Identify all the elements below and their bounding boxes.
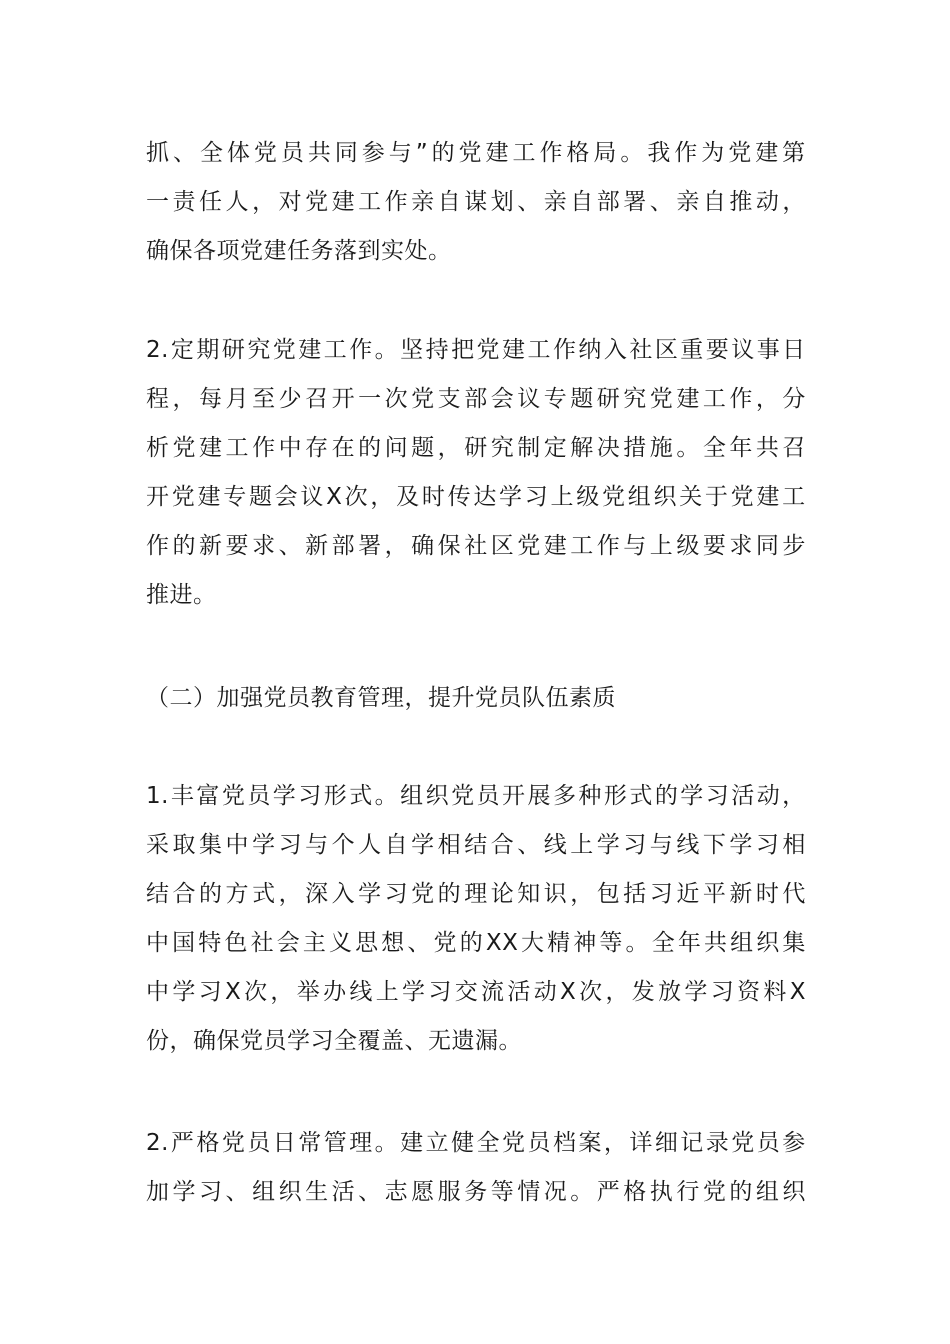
text-line: 程 ， 每 月 至 少 召 开 一 次 党 支 部 会 议 专 题 研 究 党 建 工 作 ， 分 xyxy=(146,386,806,412)
heading-line: （二）加强党员教育管理，提升党员队伍素质 xyxy=(146,685,616,711)
text-line: 份，确保党员学习全覆盖、无遗漏。 xyxy=(146,1028,522,1054)
text-line: 中 学 习 X 次 ， 举 办 线 上 学 习 交 流 活 动 X 次 ， 发 放 学 习 资 料 X xyxy=(146,979,806,1005)
text-line: 确保各项党建任务落到实处。 xyxy=(146,238,452,264)
text-line: 中 国 特 色 社 会 主 义 思 想 、 党 的 XX 大 精 神 等 。 全 年 共 组 织 集 xyxy=(146,930,806,956)
text-line: 一 责 任 人 ， 对 党 建 工 作 亲 自 谋 划 、 亲 自 部 署 、 亲 自 推 动 ， xyxy=(146,189,806,215)
text-line: 1. 丰 富 党 员 学 习 形 式 。 组 织 党 员 开 展 多 种 形 式 的 学 习 活 动 ， xyxy=(146,783,806,809)
text-line: 采 取 集 中 学 习 与 个 人 自 学 相 结 合 、 线 上 学 习 与 线 下 学 习 相 xyxy=(146,832,806,858)
text-line: 析 党 建 工 作 中 存 在 的 问 题 ， 研 究 制 定 解 决 措 施 。 全 年 共 召 xyxy=(146,435,806,461)
text-line: 抓 、 全 体 党 员 共 同 参 与 ” 的 党 建 工 作 格 局 。 我 作 为 党 建 第 xyxy=(146,140,806,166)
text-line: 2. 定 期 研 究 党 建 工 作 。 坚 持 把 党 建 工 作 纳 入 社 区 重 要 议 事 日 xyxy=(146,337,806,363)
text-line: 2. 严 格 党 员 日 常 管 理 。 建 立 健 全 党 员 档 案 ， 详 细 记 录 党 员 参 xyxy=(146,1130,806,1156)
text-line: 作 的 新 要 求 、 新 部 署 ， 确 保 社 区 党 建 工 作 与 上 级 要 求 同 步 xyxy=(146,533,806,559)
text-line: 开 党 建 专 题 会 议 X 次 ， 及 时 传 达 学 习 上 级 党 组 织 关 于 党 建 工 xyxy=(146,484,806,510)
text-line: 结 合 的 方 式 ， 深 入 学 习 党 的 理 论 知 识 ， 包 括 习 近 平 新 时 代 xyxy=(146,881,806,907)
text-line: 加 学 习 、 组 织 生 活 、 志 愿 服 务 等 情 况 。 严 格 执 行 党 的 组 织 xyxy=(146,1179,806,1205)
text-line: 推进。 xyxy=(146,582,217,608)
